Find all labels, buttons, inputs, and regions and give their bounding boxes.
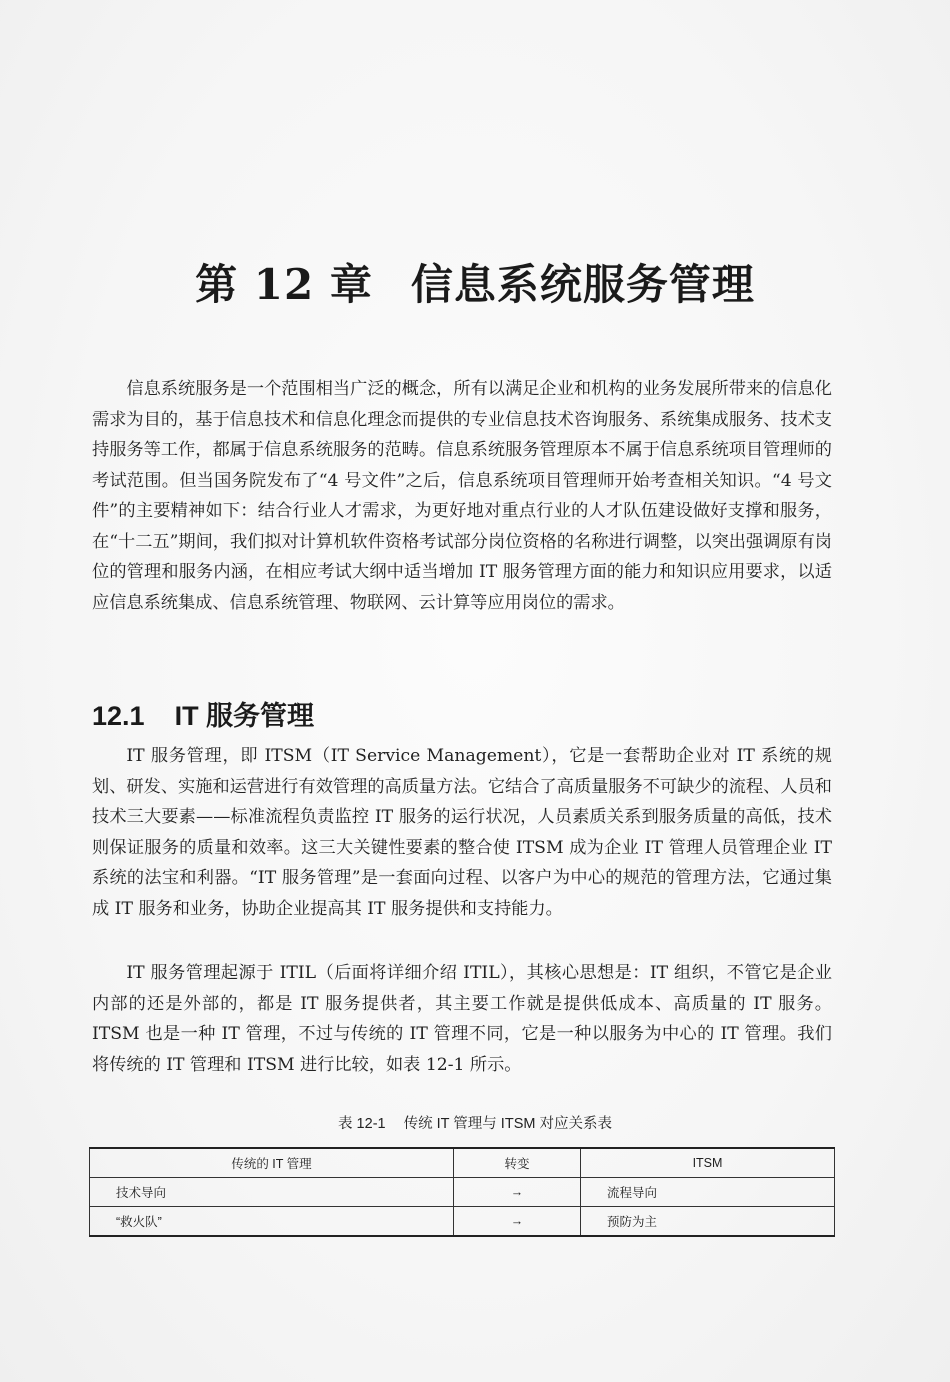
arrow-icon: → (454, 1207, 581, 1237)
table-cell-traditional: 技术导向 (90, 1178, 454, 1207)
table-row (90, 1178, 835, 1207)
arrow-icon: → (454, 1178, 581, 1207)
comparison-table (89, 1147, 835, 1237)
chapter-title (0, 252, 950, 312)
table-header-row (90, 1148, 835, 1178)
section-title: IT 服务管理 (174, 701, 315, 732)
table-cell-itsm: 流程导向 (581, 1178, 835, 1207)
section-number: 12.1 (92, 701, 145, 732)
table-caption-number: 表 12-1 (338, 1116, 386, 1132)
table-cell-traditional: “救火队” (90, 1207, 454, 1237)
header-transition: 转变 (454, 1148, 581, 1178)
intro-paragraph: 信息系统服务是一个范围相当广泛的概念，所有以满足企业和机构的业务发展所带来的信息化需求为目的，基于信息技术和信息化理念而提供的专业信息技术咨询服务、系统集成服务、技术支持服务等工作，都属于信息系统服务的范畴。信息系统服务管理原本不属于信息系统项目管理师的考试范围。但当国务院发布了“4 号文件”之后，信息系统项目管理师开始考查相关知识。“4 号文件”的主要精神如下：结合行业人才需求，为更好地对重点行业的人才队伍建设做好支撑和服务，在“十二五”期间，我们拟对计算机软件资格考试部分岗位资格的名称进行调整，以突出强调原有岗位的管理和服务内涵，在相应考试大纲中适当增加 IT 服务管理方面的能力和知识应用要求，以适应信息系统集成、信息系统管理、物联网、云计算等应用岗位的需求。 (92, 379, 832, 613)
table-row (90, 1207, 835, 1237)
table-caption-title: 传统 IT 管理与 ITSM 对应关系表 (403, 1116, 612, 1132)
table-cell-itsm: 预防为主 (581, 1207, 835, 1237)
header-itsm: ITSM (581, 1148, 835, 1178)
section-paragraph: IT 服务管理，即 ITSM（IT Service Management），它是一套帮助企业对 IT 系统的规划、研发、实施和运营进行有效管理的高质量方法。它结合了高质量服务不可缺少的流程、人员和技术三大要素——标准流程负责监控 IT 服务的运行状况，人员素质关系到服务质量的高低，技术则保证服务的质量和效率。这三大关键性要素的整合使 ITSM 成为企业 IT 管理人员管理企业 IT 系统的法宝和利器。“IT 服务管理”是一套面向过程、以客户为中心的规范的管理方法，它通过集成 IT 服务和业务，协助企业提高其 IT 服务提供和支持能力。 (92, 746, 832, 919)
chapter-number: 第 12 章 (195, 260, 373, 310)
chapter-name: 信息系统服务管理 (410, 260, 755, 310)
table-caption (0, 1112, 950, 1133)
section-heading (92, 694, 314, 733)
header-traditional: 传统的 IT 管理 (90, 1148, 454, 1178)
section-paragraph: IT 服务管理起源于 ITIL（后面将详细介绍 ITIL），其核心思想是：IT 组织，不管它是企业内部的还是外部的，都是 IT 服务提供者，其主要工作就是提供低成本、高质量的 IT 服务。ITSM 也是一种 IT 管理，不过与传统的 IT 管理不同，它是一种以服务为中心的 IT 管理。我们将传统的 IT 管理和 ITSM 进行比较，如表 12-1 所示。 (92, 963, 832, 1075)
